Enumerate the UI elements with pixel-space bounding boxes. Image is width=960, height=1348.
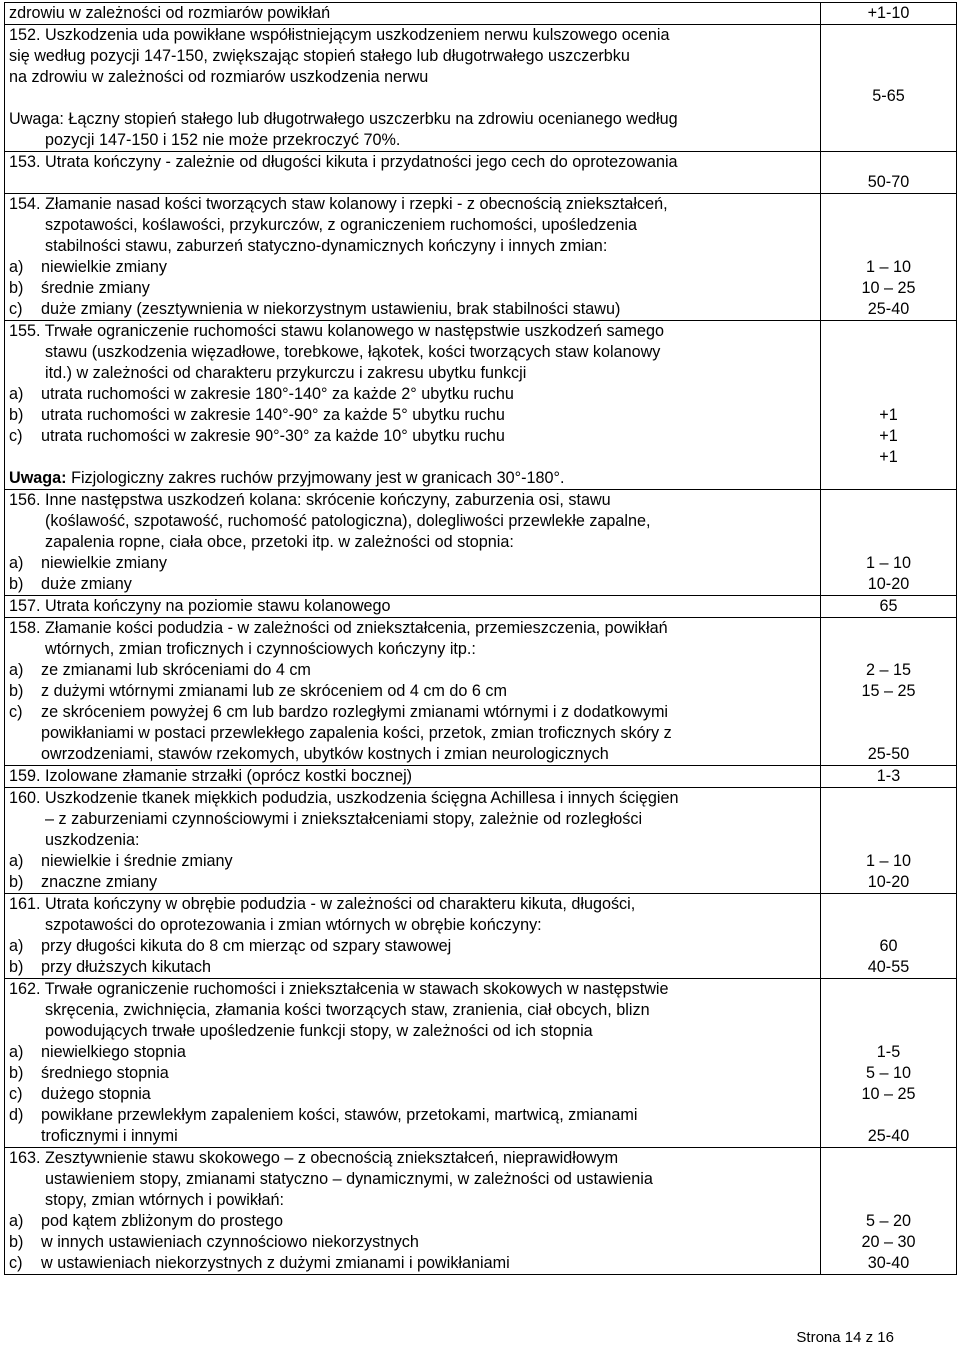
list-item: b) przy dłuższych kikutach <box>9 958 212 976</box>
item-heading: 155. Trwałe ograniczenie ruchomości stawu kolanowego w następstwie uszkodzeń samego <box>9 322 665 340</box>
text-line: na zdrowiu w zależności od rozmiarów uszkodzenia nerwu <box>9 68 429 86</box>
description-cell <box>5 3 821 25</box>
item-heading: 152. Uszkodzenia uda powikłane współistniejącym uszkodzeniem nerwu kulszowego ocenia <box>9 26 670 44</box>
value-cell <box>821 766 957 788</box>
description-cell <box>5 194 821 321</box>
text-line: zdrowiu w zależności od rozmiarów powikłań <box>9 4 331 22</box>
value: 1 – 10 <box>865 554 911 572</box>
table-row <box>5 152 957 194</box>
value: 10 – 25 <box>861 1085 916 1103</box>
list-item: a) ze zmianami lub skróceniami do 4 cm <box>9 661 311 679</box>
value-cell <box>821 894 957 979</box>
table-row <box>5 894 957 979</box>
value: 2 – 15 <box>865 661 911 679</box>
value: 25-40 <box>867 1127 910 1145</box>
description-cell <box>5 152 821 194</box>
table-row <box>5 194 957 321</box>
text-line: wtórnych, zmian troficznych i czynnościowych kończyny itp.: <box>45 640 476 658</box>
value: 20 – 30 <box>861 1233 916 1251</box>
text-line: ustawieniem stopy, zmianami statyczno – dynamicznymi, w zależności od ustawienia <box>45 1170 653 1188</box>
list-item: a) niewielkiego stopnia <box>9 1043 186 1061</box>
value: 60 <box>879 937 898 955</box>
description-cell <box>5 894 821 979</box>
item-heading: 157. Utrata kończyny na poziomie stawu kolanowego <box>9 597 391 615</box>
text-line: stawu (uszkodzenia więzadłowe, torebkowe, łąkotek, kości tworzących staw kolanowy <box>45 343 661 361</box>
list-item: a) niewielkie zmiany <box>9 554 167 572</box>
list-item: b) średniego stopnia <box>9 1064 169 1082</box>
value: 40-55 <box>867 958 910 976</box>
value-cell <box>821 321 957 490</box>
list-item-continuation: troficznymi i innymi <box>41 1127 178 1145</box>
list-item: a) niewielkie i średnie zmiany <box>9 852 233 870</box>
list-item: a) pod kątem zbliżonym do prostego <box>9 1212 284 1230</box>
value-cell <box>821 618 957 766</box>
value-cell <box>821 788 957 894</box>
list-item: c) w ustawieniach niekorzystnych z dużymi zmianami i powikłaniami <box>9 1254 510 1272</box>
table-row <box>5 3 957 25</box>
item-heading: 153. Utrata kończyny - zależnie od długości kikuta i przydatności jego cech do oprotezowania <box>9 153 678 171</box>
note-text: pozycji 147-150 i 152 nie może przekroczyć 70%. <box>45 131 401 149</box>
list-item-continuation: powikłaniami w postaci przewlekłego zapalenia kości, przetok, zmian troficznych skóry z <box>41 724 672 742</box>
description-cell <box>5 321 821 490</box>
list-item: b) utrata ruchomości w zakresie 140°-90° za każde 5° ubytku ruchu <box>9 406 505 424</box>
description-cell <box>5 766 821 788</box>
table-row <box>5 596 957 618</box>
table-row <box>5 490 957 596</box>
description-cell <box>5 1148 821 1275</box>
note-text: Uwaga: Łączny stopień stałego lub długotrwałego uszczerbku na zdrowiu ocenianego według <box>9 110 678 128</box>
value-cell <box>821 979 957 1148</box>
value: 10-20 <box>867 873 910 891</box>
text-line: zapalenia ropne, ciała obce, przetoki itp. w zależności od stopnia: <box>45 533 514 551</box>
value: +1 <box>879 427 898 445</box>
table-row <box>5 766 957 788</box>
table-row <box>5 788 957 894</box>
description-cell <box>5 979 821 1148</box>
description-cell <box>5 788 821 894</box>
text-line: skręcenia, zwichnięcia, złamania kości tworzących staw, zranienia, ciał obcych, blizn <box>45 1001 650 1019</box>
list-item: c) ze skróceniem powyżej 6 cm lub bardzo rozległymi zmianami wtórnymi i z dodatkowymi <box>9 703 669 721</box>
list-item: c) duże zmiany (zesztywnienia w niekorzystnym ustawieniu, brak stabilności stawu) <box>9 300 621 318</box>
table-row <box>5 25 957 152</box>
item-heading: 158. Złamanie kości podudzia - w zależności od zniekształcenia, przemieszczenia, powikłań <box>9 619 668 637</box>
note-text: Uwaga: Fizjologiczny zakres ruchów przyjmowany jest w granicach 30°-180°. <box>9 469 565 487</box>
value: 1-5 <box>876 1043 901 1061</box>
value: 25-40 <box>867 300 910 318</box>
list-item-continuation: owrzodzeniami, stawów rzekomych, ubytków kostnych i zmian neurologicznych <box>41 745 609 763</box>
item-heading: 161. Utrata kończyny w obrębie podudzia - w zależności od charakteru kikuta, długości, <box>9 895 636 913</box>
value-cell <box>821 490 957 596</box>
list-item: b) z dużymi wtórnymi zmianami lub ze skróceniem od 4 cm do 6 cm <box>9 682 507 700</box>
value-cell <box>821 596 957 618</box>
value: +1-10 <box>867 4 910 22</box>
list-item: a) przy długości kikuta do 8 cm mierząc od szpary stawowej <box>9 937 452 955</box>
item-heading: 154. Złamanie nasad kości tworzących staw kolanowy i rzepki - z obecnością zniekształceń, <box>9 195 668 213</box>
value-cell <box>821 1148 957 1275</box>
table-row <box>5 618 957 766</box>
value: 5 – 20 <box>865 1212 911 1230</box>
item-heading: 162. Trwałe ograniczenie ruchomości i zniekształcenia w stawach skokowych w następstwie <box>9 980 669 998</box>
value: 5 – 10 <box>865 1064 911 1082</box>
value: 10-20 <box>867 575 910 593</box>
value: 10 – 25 <box>861 279 916 297</box>
description-cell <box>5 596 821 618</box>
list-item: b) znaczne zmiany <box>9 873 158 891</box>
description-cell <box>5 490 821 596</box>
description-cell <box>5 25 821 152</box>
table-row <box>5 321 957 490</box>
item-heading: 160. Uszkodzenie tkanek miękkich podudzia, uszkodzenia ścięgna Achillesa i innych ścięgien <box>9 789 679 807</box>
table-row <box>5 1148 957 1275</box>
value: +1 <box>879 448 898 466</box>
table-row <box>5 979 957 1148</box>
item-heading: 156. Inne następstwa uszkodzeń kolana: skrócenie kończyny, zaburzenia osi, stawu <box>9 491 611 509</box>
text-line: stabilności stawu, zaburzeń statyczno-dynamicznych kończyny i innych zmian: <box>45 237 608 255</box>
text-line: szpotawości, koślawości, przykurczów, z ograniczeniem ruchomości, upośledzenia <box>45 216 637 234</box>
value-cell <box>821 3 957 25</box>
value-cell <box>821 194 957 321</box>
list-item: b) duże zmiany <box>9 575 132 593</box>
list-item: b) średnie zmiany <box>9 279 150 297</box>
description-cell <box>5 618 821 766</box>
value: 1 – 10 <box>865 852 911 870</box>
item-heading: 163. Zesztywnienie stawu skokowego – z obecnością zniekształceń, nieprawidłowym <box>9 1149 619 1167</box>
text-line: uszkodzenia: <box>45 831 140 849</box>
value: 5-65 <box>872 87 905 105</box>
value: +1 <box>879 406 898 424</box>
page-number: Strona 14 z 16 <box>796 1329 894 1346</box>
value: 30-40 <box>867 1254 910 1272</box>
text-line: itd.) w zależności od charakteru przykurczu i zakresu ubytku funkcji <box>45 364 527 382</box>
value: 1-3 <box>876 767 901 785</box>
item-heading: 159. Izolowane złamanie strzałki (oprócz kostki bocznej) <box>9 767 413 785</box>
text-line: się według pozycji 147-150, zwiększając stopień stałego lub długotrwałego uszczerbku <box>9 47 630 65</box>
value: 65 <box>879 597 898 615</box>
text-line: – z zaburzeniami czynnościowymi i zniekształceniami stopy, zależnie od rozległości <box>45 810 643 828</box>
text-line: szpotawości do oprotezowania i zmian wtórnych w obrębie kończyny: <box>45 916 542 934</box>
list-item: a) niewielkie zmiany <box>9 258 167 276</box>
list-item: a) utrata ruchomości w zakresie 180°-140° za każde 2° ubytku ruchu <box>9 385 514 403</box>
list-item: c) utrata ruchomości w zakresie 90°-30° za każde 10° ubytku ruchu <box>9 427 505 445</box>
text-line: stopy, zmian wtórnych i powikłań: <box>45 1191 285 1209</box>
list-item: b) w innych ustawieniach czynnościowo niekorzystnych <box>9 1233 419 1251</box>
value: 25-50 <box>867 745 910 763</box>
value: 15 – 25 <box>861 682 916 700</box>
injury-table <box>4 2 957 1275</box>
text-line: (koślawość, szpotawość, ruchomość patologiczna), dolegliwości przewlekłe zapalne, <box>45 512 651 530</box>
value-cell <box>821 152 957 194</box>
value: 50-70 <box>867 173 910 191</box>
list-item: d) powikłane przewlekłym zapaleniem kości, stawów, przetokami, martwicą, zmianami <box>9 1106 638 1124</box>
text-line: powodujących trwałe upośledzenie funkcji stopy, w zależności od ich stopnia <box>45 1022 593 1040</box>
list-item: c) dużego stopnia <box>9 1085 151 1103</box>
value: 1 – 10 <box>865 258 911 276</box>
value-cell <box>821 25 957 152</box>
